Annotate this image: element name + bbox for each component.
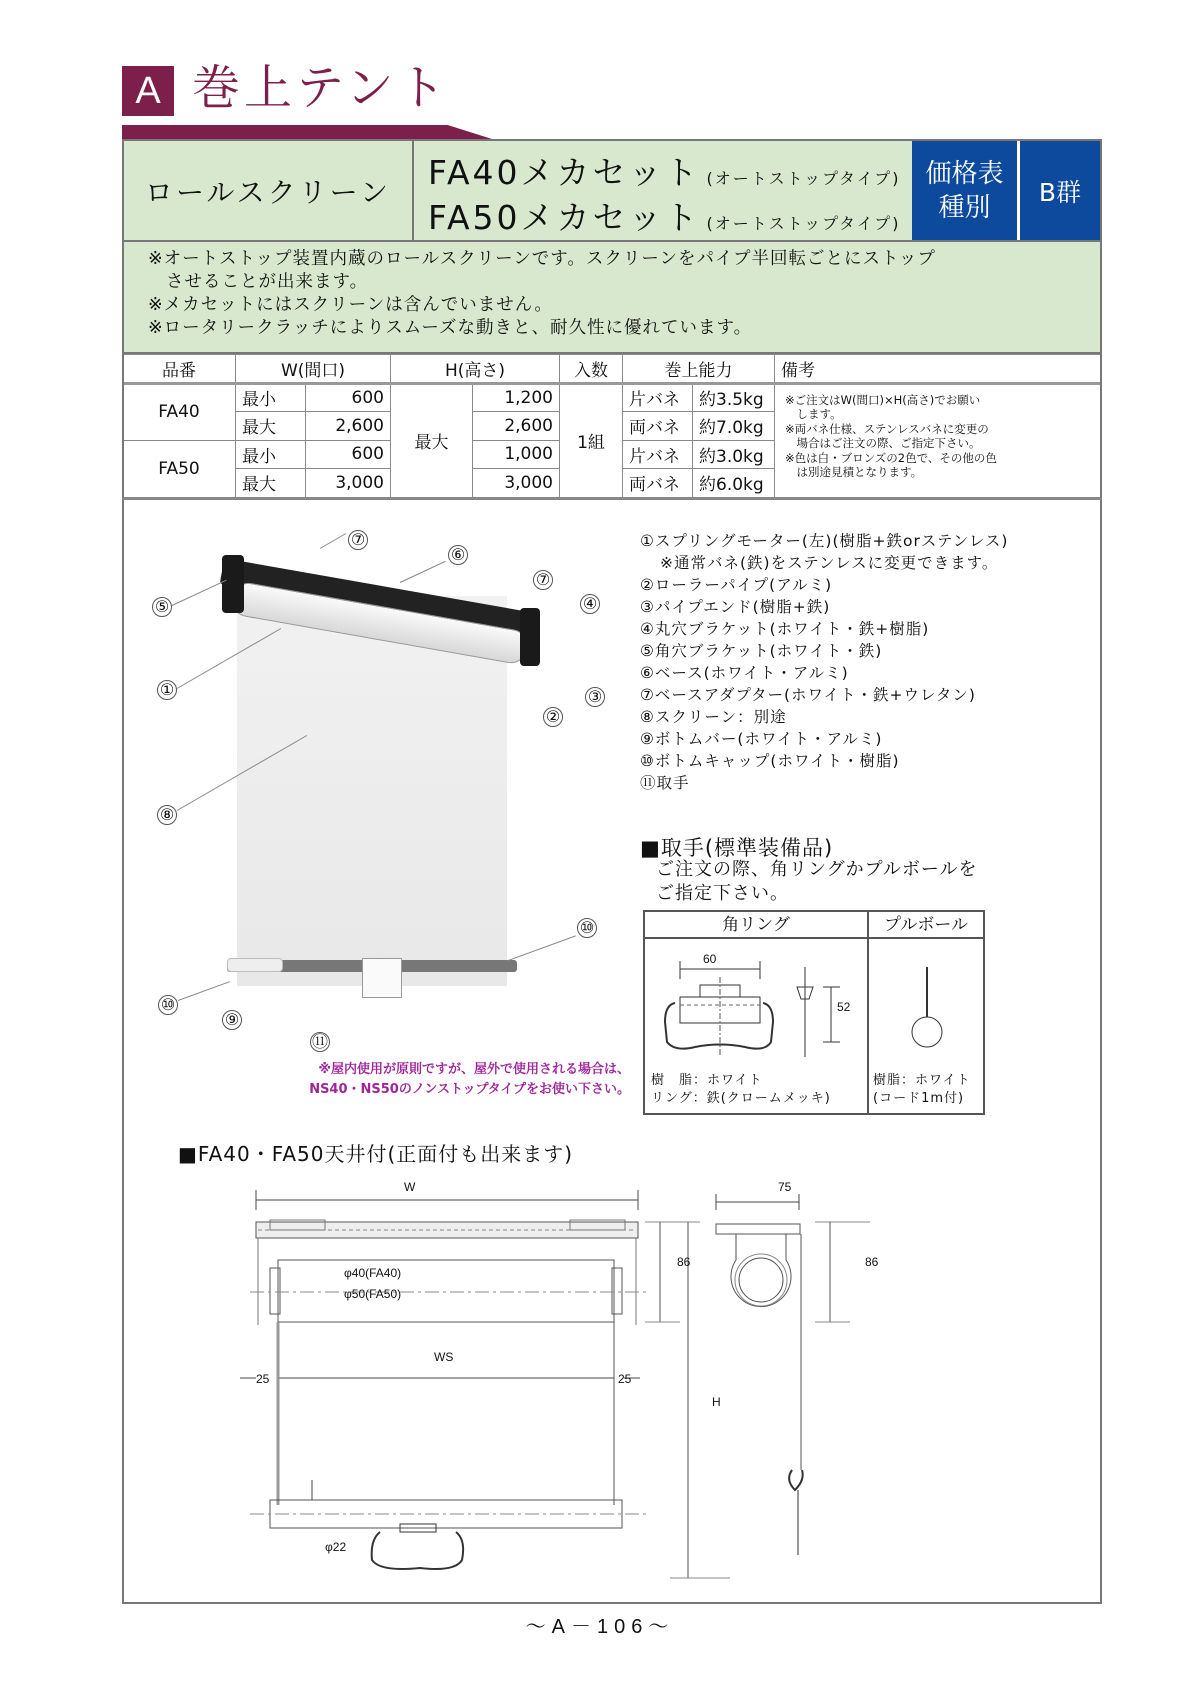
ball-material: 樹脂：ホワイト: [873, 1073, 971, 1088]
pull-ball-drawing: [871, 947, 983, 1057]
handle-section-title: ■取手(標準装備品): [640, 836, 834, 860]
callout-9: ⑨: [222, 1010, 242, 1030]
remark-line: ※色は白・ブロンズの2色で、その他の色: [785, 450, 997, 465]
h-value-cell: 1,200: [473, 383, 560, 412]
divider: [122, 498, 1102, 500]
ring-width-dimension: 60: [703, 952, 717, 966]
product-name-fa50: FA50メカセット: [428, 198, 701, 237]
price-table-type-label: [912, 141, 1020, 240]
col-header-capacity: 巻上能力: [623, 355, 775, 384]
note-line: ※メカセットにはスクリーンは含んでいません。: [148, 295, 553, 315]
callout-7: ⑦: [533, 570, 553, 590]
spec-table: [122, 354, 1102, 498]
warning-line: NS40・NS50のノンストップタイプをお使い下さい。: [309, 1082, 630, 1097]
section-title-bar: [122, 125, 492, 139]
col-header-width: W(間口): [236, 355, 391, 384]
callout-8: ⑧: [157, 805, 177, 825]
h-value-cell: 2,600: [473, 412, 560, 441]
height-86-side: 86: [865, 1255, 879, 1269]
capacity-cell: 約7.0kg: [693, 412, 775, 441]
callout-4: ④: [580, 594, 600, 614]
divider: [867, 912, 869, 1113]
capacity-cell: 約6.0kg: [693, 469, 775, 498]
spring-cell: 両バネ: [623, 469, 693, 498]
price-group: B群: [1020, 141, 1100, 240]
width-dimension-w: W: [404, 1180, 416, 1194]
table-header-row: [123, 355, 1102, 384]
section-badge: A: [122, 66, 174, 116]
spring-cell: 両バネ: [623, 412, 693, 441]
bracket-right-illustration: [520, 608, 540, 666]
bracket-width-75: 75: [778, 1180, 792, 1194]
margin-left-dimension: 25: [256, 1372, 270, 1386]
leader-line: [400, 561, 446, 583]
part-item: ⑨ボトムバー(ホワイト・アルミ): [640, 730, 883, 748]
w-value-cell: 600: [306, 440, 391, 469]
product-name-fa40: FA40メカセット: [428, 153, 701, 192]
w-label-cell: 最大: [236, 412, 306, 441]
capacity-cell: 約3.5kg: [693, 383, 775, 412]
col-header-height: H(高さ): [391, 355, 560, 384]
remarks-cell: [775, 383, 1102, 497]
ring-height-dimension: 52: [837, 1000, 851, 1014]
product-type-fa50: (オートストップタイプ): [706, 214, 901, 233]
callout-1: ①: [157, 680, 177, 700]
note-line: ※オートストップ装置内蔵のロールスクリーンです。スクリーンをパイプ半回転ごとにストップ: [148, 249, 936, 269]
callout-10: ⑩: [158, 995, 178, 1015]
square-ring-drawing: [655, 947, 865, 1057]
callout-2: ②: [543, 707, 563, 727]
callout-11: ⑪: [311, 1032, 328, 1051]
col-header-remarks: 備考: [775, 355, 1102, 384]
remark-line: 場合はご注文の際、ご指定下さい。: [785, 436, 981, 450]
ring-material-ring: リング：鉄(クロームメッキ): [651, 1091, 831, 1106]
bracket-left-illustration: [222, 555, 244, 613]
w-value-cell: 2,600: [306, 412, 391, 441]
remark-line: は別途見積となります。: [785, 465, 923, 479]
w-label-cell: 最小: [236, 383, 306, 412]
quantity-cell: 1組: [560, 383, 623, 497]
w-value-cell: 3,000: [306, 469, 391, 498]
margin-right-dimension: 25: [618, 1372, 632, 1386]
w-label-cell: 最大: [236, 469, 306, 498]
screen-width-ws: WS: [434, 1350, 454, 1364]
w-label-cell: 最小: [236, 440, 306, 469]
product-names: [414, 141, 912, 240]
bottom-cap-illustration: [227, 958, 283, 972]
product-category: ロールスクリーン: [124, 141, 414, 240]
callout-10: ⑩: [577, 918, 597, 938]
remark-line: ※ご注文はW(間口)×H(高さ)でお願い: [785, 392, 981, 407]
page-number: ～A－106～: [525, 1616, 675, 1638]
col-header-quantity: 入数: [560, 355, 623, 384]
price-table-label: 価格表: [925, 158, 1004, 189]
part-item: ⑪取手: [640, 774, 690, 792]
part-item: ⑥ベース(ホワイト・アルミ): [640, 664, 849, 682]
handle-illustration: [362, 958, 402, 998]
part-item: ⑦ベースアダプター(ホワイト・鉄+ウレタン): [640, 686, 976, 704]
callout-5: ⑤: [152, 597, 172, 617]
handle-desc-line: ご注文の際、角リングかプルボールを: [656, 859, 978, 880]
part-item: ④丸穴ブラケット(ホワイト・鉄+樹脂): [640, 620, 930, 638]
section-title: 巻上テント: [192, 60, 450, 116]
h-value-cell: 3,000: [473, 469, 560, 498]
pipe-diameter-fa40: φ40(FA40): [344, 1266, 402, 1280]
remark-line: します。: [785, 407, 842, 421]
ball-cord: (コード1m付): [873, 1091, 965, 1106]
callout-6: ⑥: [448, 545, 468, 565]
part-item: ①スプリングモーター(左)(樹脂+鉄orステンレス): [640, 532, 1009, 550]
model-cell: FA40: [123, 383, 236, 440]
table-row: [123, 383, 1102, 412]
part-item: ②ローラーパイプ(アルミ): [640, 576, 833, 594]
h-label-cell: 最大: [391, 383, 473, 497]
bottom-bar-diameter: φ22: [325, 1540, 347, 1554]
part-item-note: ※通常バネ(鉄)をステンレスに変更できます。: [660, 554, 999, 572]
part-item: ⑤角穴ブラケット(ホワイト・鉄): [640, 642, 883, 660]
type-label: 種別: [938, 192, 991, 223]
handle-desc-line: ご指定下さい。: [656, 883, 789, 904]
height-dimension-h: H: [712, 1395, 721, 1409]
h-value-cell: 1,000: [473, 440, 560, 469]
pipe-diameter-fa50: φ50(FA50): [344, 1287, 402, 1301]
outdoor-warning: [240, 1060, 630, 1100]
part-item: ③パイプエンド(樹脂+鉄): [640, 598, 831, 616]
product-title-block: [122, 139, 1102, 242]
col-header-model: 品番: [123, 355, 236, 384]
ring-caption: [651, 1072, 831, 1108]
handle-options-table: [643, 910, 985, 1115]
callout-7: ⑦: [348, 530, 368, 550]
ceiling-mount-drawing: [230, 1180, 890, 1580]
part-item: ⑧スクリーン：別途: [640, 708, 787, 726]
handle-description: [656, 858, 978, 906]
model-cell: FA50: [123, 440, 236, 497]
col-header-pull-ball: プルボール: [869, 912, 983, 939]
warning-line: ※屋内使用が原則ですが、屋外で使用される場合は、: [318, 1062, 630, 1077]
ball-caption: [873, 1072, 971, 1108]
note-line: ※ロータリークラッチによりスムーズな動きと、耐久性に優れています。: [148, 318, 753, 338]
remark-line: ※両バネ仕様、ステンレスバネに変更の: [785, 421, 989, 436]
callout-3: ③: [585, 687, 605, 707]
part-item: ⑩ボトムキャップ(ホワイト・樹脂): [640, 752, 900, 770]
leader-line: [178, 981, 230, 1001]
col-header-square-ring: 角リング: [645, 912, 867, 939]
product-type-fa40: (オートストップタイプ): [706, 169, 901, 188]
parts-list: [640, 530, 1008, 794]
w-value-cell: 600: [306, 383, 391, 412]
height-86-front: 86: [677, 1255, 691, 1269]
capacity-cell: 約3.0kg: [693, 440, 775, 469]
drawing-title: ■FA40・FA50天井付(正面付も出来ます): [178, 1142, 574, 1166]
product-notes: [122, 242, 1102, 354]
spring-cell: 片バネ: [623, 440, 693, 469]
note-line: させることが出来ます。: [166, 272, 369, 292]
leader-line: [172, 580, 227, 606]
leader-line: [320, 533, 346, 549]
leader-line: [508, 935, 576, 961]
ring-material-resin: 樹 脂：ホワイト: [651, 1073, 763, 1088]
spring-cell: 片バネ: [623, 383, 693, 412]
